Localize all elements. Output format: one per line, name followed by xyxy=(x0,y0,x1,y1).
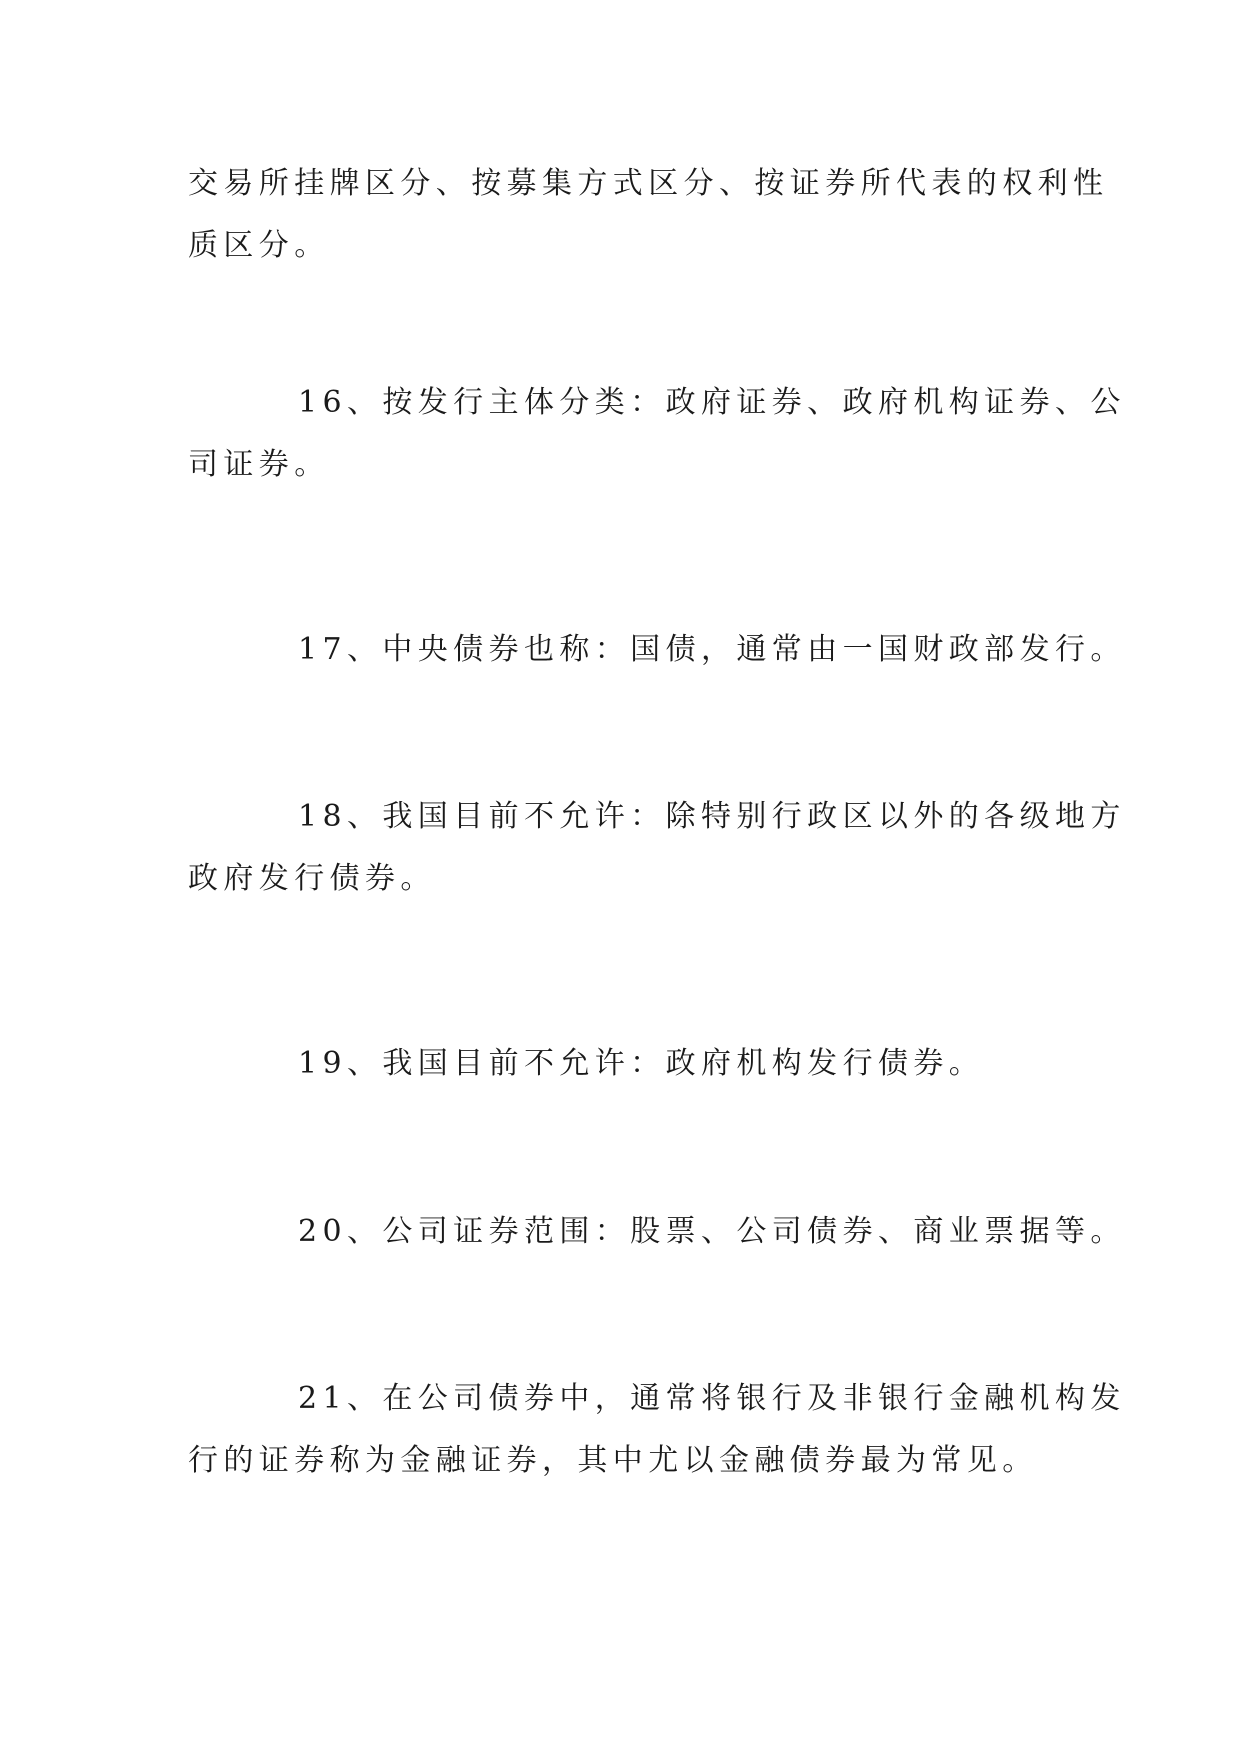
text-line: 16、按发行主体分类：政府证券、政府机构证券、公 xyxy=(298,385,1126,420)
text-line: 17、中央债券也称：国债，通常由一国财政部发行。 xyxy=(298,632,1126,667)
paragraph-15-continued xyxy=(188,153,1109,277)
text-line: 质区分。 xyxy=(188,228,330,263)
paragraph-21 xyxy=(188,1368,1126,1492)
text-line: 司证券。 xyxy=(188,447,330,482)
text-line: 20、公司证券范围：股票、公司债券、商业票据等。 xyxy=(298,1214,1126,1249)
paragraph-17 xyxy=(188,619,1126,681)
text-line: 18、我国目前不允许：除特别行政区以外的各级地方 xyxy=(298,799,1126,834)
paragraph-16 xyxy=(188,372,1126,496)
paragraph-20 xyxy=(188,1201,1126,1263)
text-line: 行的证券称为金融证券，其中尤以金融债券最为常见。 xyxy=(188,1443,1038,1478)
text-line: 19、我国目前不允许：政府机构发行债券。 xyxy=(298,1046,985,1081)
text-line: 政府发行债券。 xyxy=(188,861,436,896)
text-line: 21、在公司债券中，通常将银行及非银行金融机构发 xyxy=(298,1381,1126,1416)
text-line: 交易所挂牌区分、按募集方式区分、按证券所代表的权利性 xyxy=(188,166,1109,201)
paragraph-18 xyxy=(188,786,1126,910)
paragraph-19 xyxy=(188,1033,1068,1095)
